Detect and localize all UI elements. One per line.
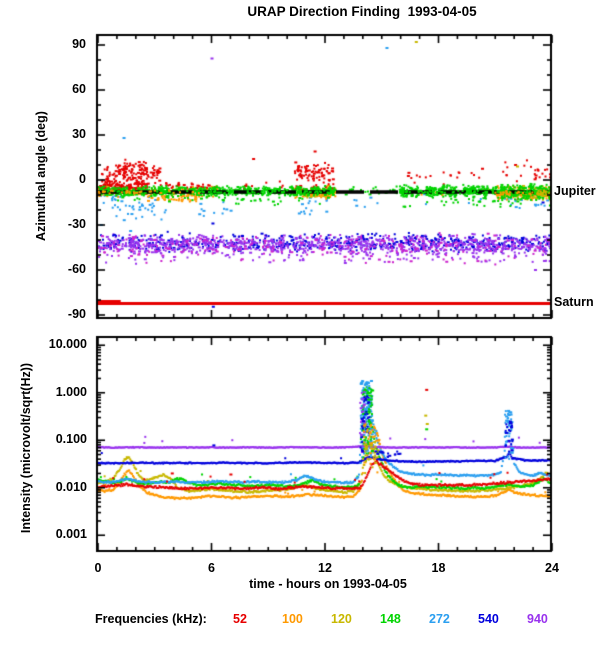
x-tick-label: 6: [208, 561, 215, 575]
legend-title: Frequencies (kHz):: [95, 612, 207, 626]
bottom-y-tick-label: 1.000: [55, 384, 87, 399]
top-y-tick-label: 30: [72, 127, 86, 141]
legend: [95, 612, 576, 626]
x-tick-label: 18: [431, 561, 446, 575]
legend-frequency-540: 540: [478, 612, 499, 626]
bottom-y-axis-title: Intensity (microvolt/sqrt(Hz)): [19, 362, 33, 534]
bottom-y-tick-label: 0.010: [55, 479, 87, 494]
x-tick-label: 24: [545, 561, 559, 575]
legend-frequency-100: 100: [282, 612, 303, 626]
bottom-y-tick-label: 0.100: [55, 432, 87, 447]
x-tick-label: 0: [94, 561, 102, 575]
chart-title: URAP Direction Finding 1993-04-05: [247, 4, 477, 19]
jupiter-label: Jupiter: [554, 184, 596, 198]
bottom-y-tick-label: 0.001: [55, 527, 87, 542]
x-tick-label: 12: [318, 561, 332, 575]
x-axis-title: time - hours on 1993-04-05: [249, 577, 407, 591]
saturn-label: Saturn: [554, 295, 594, 309]
legend-frequency-148: 148: [380, 612, 401, 626]
bottom-y-tick-label: 10.000: [48, 337, 87, 352]
legend-frequency-120: 120: [331, 612, 352, 626]
legend-frequency-52: 52: [233, 612, 247, 626]
top-y-tick-label: -90: [67, 307, 86, 321]
top-y-axis-title: Azimuthal angle (deg): [34, 111, 48, 241]
top-y-tick-label: -30: [67, 217, 86, 231]
legend-frequency-272: 272: [429, 612, 450, 626]
top-y-tick-label: 0: [79, 172, 86, 186]
top-y-tick-label: -60: [67, 262, 86, 276]
legend-frequency-940: 940: [527, 612, 548, 626]
top-y-tick-label: 90: [72, 37, 86, 51]
top-y-tick-label: 60: [72, 82, 86, 96]
